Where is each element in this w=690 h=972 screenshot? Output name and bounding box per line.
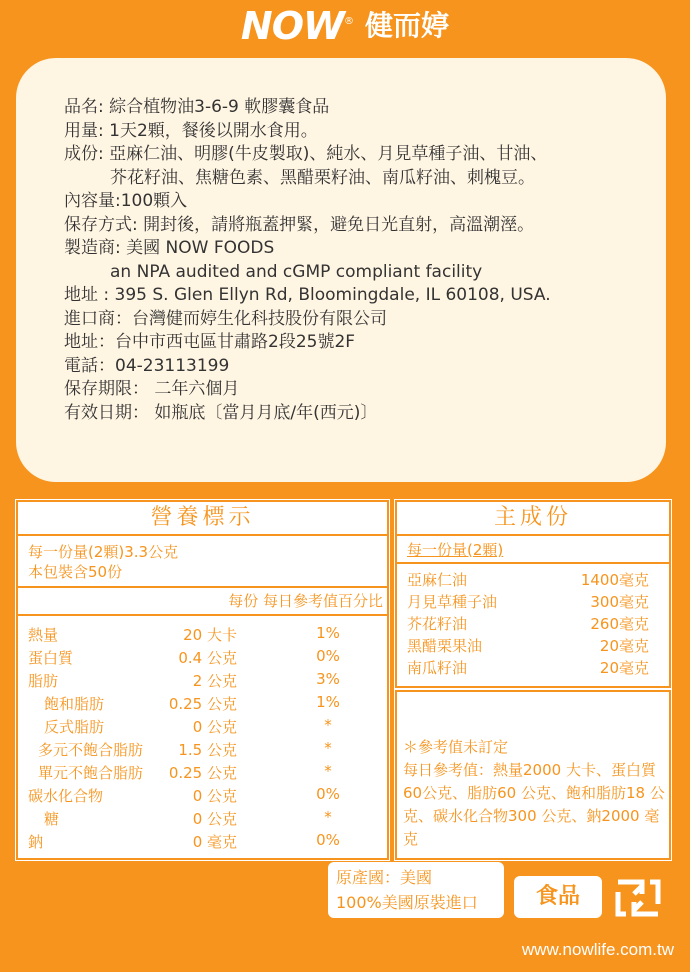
manufacturer: 製造商: 美國 NOW FOODS	[64, 238, 275, 258]
ingredient-serving: 每一份量(2顆)	[407, 541, 504, 559]
nutrient-daily-percent: 1%	[316, 693, 340, 711]
ingredient-row	[397, 568, 669, 590]
ingredient-amount: 260毫克	[590, 615, 649, 633]
ingredients-line-1: 成份: 亞麻仁油、明膠(牛皮製取)、純水、月見草種子油、甘油、	[64, 144, 548, 164]
nutrient-amount: 0.25 公克	[168, 764, 237, 782]
nutrient-name: 多元不飽合脂肪	[38, 741, 144, 759]
nutrient-amount: 20 大卡	[183, 626, 237, 644]
nutrient-amount: 0.25 公克	[168, 695, 237, 713]
nutrition-rows	[18, 622, 387, 852]
nutrient-name: 熱量	[28, 626, 59, 644]
nutrient-daily-percent: 1%	[316, 624, 340, 642]
nutrient-amount: 0.4 公克	[178, 649, 237, 667]
notes-box	[395, 690, 671, 860]
logo-chinese-text: 健而婷	[365, 9, 450, 42]
nutrient-name: 脂肪	[28, 672, 59, 690]
main-ingredients-box	[395, 500, 671, 688]
contents: 內容量:100顆入	[64, 191, 188, 211]
nutrient-daily-percent: 0%	[316, 647, 340, 665]
nutrient-daily-percent: 0%	[316, 785, 340, 803]
ingredient-name: 芥花籽油	[407, 615, 468, 633]
nutrition-row	[18, 645, 387, 668]
brand-logo	[0, 6, 690, 50]
importer: 進口商：台灣健而婷生化科技股份有限公司	[64, 308, 387, 329]
website-url: www.nowlife.com.tw	[521, 940, 674, 959]
nutrition-row	[18, 760, 387, 783]
nutrient-daily-percent: *	[324, 716, 332, 734]
note-no-reference: ＊參考值未訂定	[403, 738, 509, 756]
nutrient-amount: 1.5 公克	[178, 741, 237, 759]
nutrient-daily-percent: 0%	[316, 831, 340, 849]
ingredient-name: 亞麻仁油	[407, 571, 468, 589]
ingredient-amount: 20毫克	[599, 659, 649, 677]
nutrition-row	[18, 691, 387, 714]
manufacturer-address: 地址 : 395 S. Glen Ellyn Rd, Bloomingdale, IL 60108, USA.	[64, 285, 551, 305]
nutrition-title: 營養標示	[18, 502, 387, 536]
ingredient-amount: 20毫克	[599, 637, 649, 655]
nutrition-row	[18, 714, 387, 737]
ingredient-row	[397, 612, 669, 634]
nutrition-row	[18, 622, 387, 645]
nutrient-name: 反式脂肪	[44, 718, 105, 736]
nutrient-amount: 0 公克	[192, 787, 237, 805]
importer-address: 地址：台中市西屯區甘肅路2段25號2F	[64, 332, 356, 352]
ingredient-row	[397, 634, 669, 656]
servings-per-package: 本包裝含50份	[28, 563, 123, 581]
nutrient-name: 碳水化合物	[28, 787, 104, 805]
ingredient-rows	[397, 568, 669, 678]
nutrient-name: 單元不飽合脂肪	[38, 764, 144, 782]
expiry: 有效日期： 如瓶底〔當月月底/年(西元)〕	[64, 402, 378, 423]
nutrient-name: 飽和脂肪	[44, 695, 105, 713]
ingredient-row	[397, 656, 669, 678]
origin-country: 原產國：美國	[336, 868, 433, 887]
nutrient-daily-percent: 3%	[316, 670, 340, 688]
main-ingredients-title: 主成份	[397, 502, 669, 536]
nutrient-name: 蛋白質	[28, 649, 74, 667]
nutrient-daily-percent: *	[324, 739, 332, 757]
ingredient-name: 南瓜籽油	[407, 659, 468, 677]
nutrient-amount: 0 公克	[192, 718, 237, 736]
nutrient-amount: 0 公克	[192, 810, 237, 828]
phone: 電話：04-23113199	[64, 355, 230, 376]
ingredient-amount: 300毫克	[590, 593, 649, 611]
shelf-life: 保存期限： 二年六個月	[64, 379, 240, 399]
nutrition-row	[18, 829, 387, 852]
nutrition-row	[18, 668, 387, 691]
manufacturer-note: an NPA audited and cGMP compliant facility	[110, 261, 483, 282]
ingredient-name: 黑醋栗果油	[407, 637, 483, 655]
food-badge: 食品	[514, 876, 602, 918]
product-name: 品名: 綜合植物油3-6-9 軟膠囊食品	[64, 97, 330, 117]
product-info-lines	[64, 96, 551, 425]
ingredient-amount: 1400毫克	[580, 571, 649, 589]
nutrition-column-header: 每份 每日參考值百分比	[228, 592, 383, 610]
origin-import: 100%美國原裝進口	[336, 893, 478, 912]
nutrition-row	[18, 737, 387, 760]
nutrient-name: 糖	[44, 810, 60, 828]
ingredients-line-2: 芥花籽油、焦糖色素、黑醋栗籽油、南瓜籽油、刺槐豆。	[110, 167, 535, 188]
recycle-icon	[612, 874, 664, 922]
logo-now-text: NOW	[240, 4, 344, 48]
nutrient-name: 鈉	[28, 833, 44, 851]
ingredient-name: 月見草種子油	[407, 593, 498, 611]
nutrition-facts-box	[16, 500, 389, 860]
nutrient-daily-percent: *	[324, 762, 332, 780]
nutrient-daily-percent: *	[324, 808, 332, 826]
serving-size: 每一份量(2顆)3.3公克	[28, 543, 179, 561]
usage: 用量: 1天2顆，餐後以開水食用。	[64, 120, 318, 141]
storage: 保存方式: 開封後，請將瓶蓋押緊，避免日光直射，高溫潮溼。	[64, 214, 535, 235]
note-daily-reference: 每日參考值：熱量2000 大卡、蛋白質60公克、脂肪60 公克、飽和脂肪18 公克、碳水化合物300 公克、鈉2000 毫克	[403, 761, 665, 848]
registered-mark: ®	[343, 16, 354, 28]
origin-label	[328, 862, 504, 918]
nutrition-row	[18, 783, 387, 806]
nutrient-amount: 0 毫克	[192, 833, 237, 851]
nutrition-row	[18, 806, 387, 829]
ingredient-row	[397, 590, 669, 612]
nutrient-amount: 2 公克	[192, 672, 237, 690]
